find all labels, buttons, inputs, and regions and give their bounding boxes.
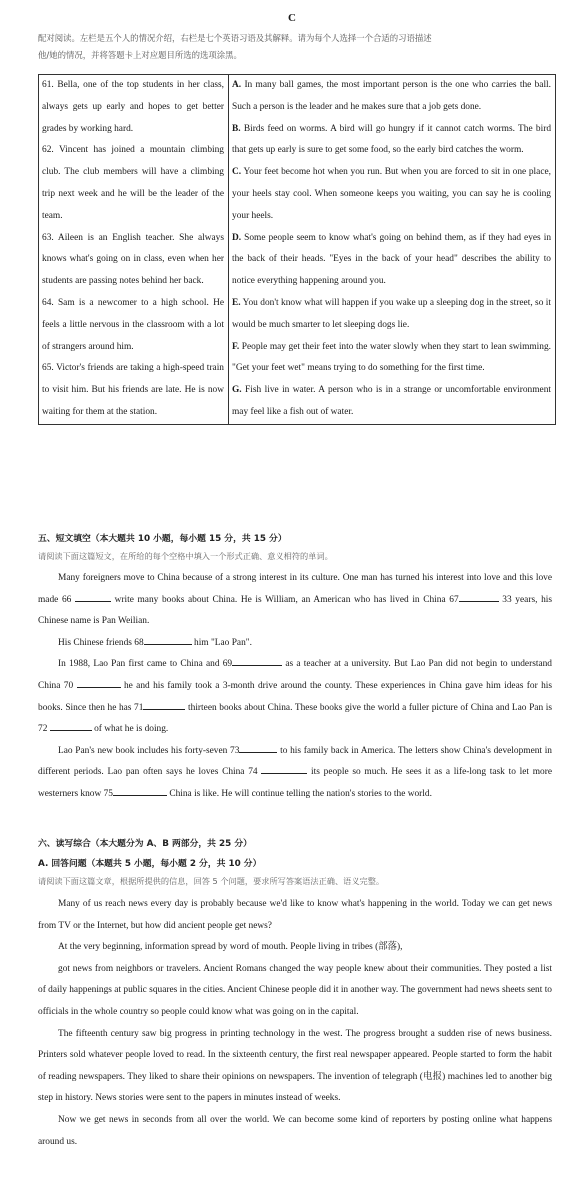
text-run: him "Lao Pan". [194, 637, 252, 648]
exam-page [0, 0, 584, 64]
section-letter: C [288, 12, 296, 24]
idiom-f [229, 337, 555, 381]
answer-blank-72[interactable] [50, 721, 92, 731]
option-text: Your feet become hot when you run. But when you are forced to sit in one place, your heels stay cool. When someone keeps you waiting, you can say he is cooling your heels. [232, 167, 551, 221]
person-63: 63. Aileen is an English teacher. She always knows what's going on in class, even when her students are passing notes behind her back. [42, 232, 224, 287]
option-text: Fish live in water. A person who is in a strange or uncomfortable environment may feel like a fish out of water. [232, 385, 551, 417]
section6-subtitle: A. 回答问题（本题共 5 小题，每小题 2 分，共 10 分） [38, 859, 262, 869]
person-64: 64. Sam is a newcomer to a high school. He feels a little nervous in the classroom with a lot of strangers around him. [42, 297, 224, 352]
section5-note: 请阅读下面这篇短文，在所给的每个空格中填入一个形式正确、意义相符的单词。 [38, 551, 333, 561]
instruction-line-2: 他/她的情况，并将答题卡上对应题目所选的选项涂黑。 [38, 50, 242, 60]
text-run: he and his family took a 3-month drive around the county. These experiences in China gave him ideas for his books. Since then he has 71 [38, 680, 553, 713]
answer-blank-69[interactable] [232, 656, 282, 666]
idiom-b [229, 119, 555, 163]
cloze-paragraph-3 [38, 654, 552, 740]
person-62: 62. Vincent has joined a mountain climbing club. The club members will have a climbing trip next week and he will be the leader of the team. [42, 145, 224, 221]
text-run: to his family back in America. The letters show China's development in different periods. Lao pan often says he loves China 74 [38, 745, 552, 778]
text-run: write many books about China. He is William, an American who has lived in China 67 [114, 594, 459, 605]
person-61: 61. Bella, one of the top students in her class, always gets up early and hopes to get better grades by working hard. [42, 80, 224, 134]
option-label: D. [232, 232, 242, 243]
idioms-column [229, 75, 555, 424]
option-label: A. [232, 80, 242, 90]
idiom-g [229, 380, 555, 424]
cloze-paragraph-2 [38, 633, 552, 655]
idiom-c [229, 162, 555, 227]
answer-blank-66[interactable] [75, 592, 111, 602]
cloze-paragraph-4 [38, 741, 552, 806]
option-label: E. [232, 297, 241, 308]
instruction-line-1: 配对阅读。左栏是五个人的情况介绍，右栏是七个英语习语及其解释。请为每个人选择一个合适的习语描述 [38, 33, 432, 43]
answer-blank-73[interactable] [239, 743, 277, 753]
section6-note: 请阅读下面这篇文章，根据所提供的信息，回答 5 个问题，要求所写答案语法正确、语义完整。 [38, 876, 385, 886]
option-text: Some people seem to know what's going on behind them, as if they had eyes in the back of their heads. "Eyes in the back of your head" describes the ability to notice everything happening around you. [232, 232, 552, 287]
option-text: Birds feed on worms. A bird will go hungry if it cannot catch worms. The bird that gets up early is sure to get some food, so the early bird catches the worm. [232, 123, 552, 156]
text-run: of what he is doing. [94, 724, 169, 735]
text-run: His Chinese friends 68 [58, 637, 144, 648]
idiom-e [229, 293, 555, 337]
reading-paragraph-2: At the very beginning, information spread by word of mouth. People living in tribes (部落), [58, 942, 403, 953]
reading-paragraph-3: got news from neighbors or travelers. Ancient Romans changed the way people knew about their communities. They posted a list of daily happenings at public squares in the cities. Ancient Chinese people did it in another way. The government had news sheets sent to officials in the whole country so people could know what was going on in the capital. [38, 963, 552, 1017]
text-run: China is like. He will continue telling the nation's stories to the world. [169, 788, 432, 799]
answer-blank-67[interactable] [459, 592, 499, 602]
text-run: Many foreigners move to China because of a strong interest in its culture. One man has turned his interest into love and this love made 66 [38, 573, 552, 605]
text-run: as a teacher at a university. But Lao Pan did not begin to understand China 70 [38, 659, 552, 691]
answer-blank-75[interactable] [113, 786, 167, 796]
text-run: its people so much. He sees it as a life-long task to let more westerners know 75 [38, 767, 552, 799]
text-run: thirteen books about China. These books give the world a fuller picture of China and Lao Pan is 72 [38, 702, 552, 735]
option-label: F. [232, 341, 240, 352]
reading-paragraph-4: The fifteenth century saw big progress in printing technology in the west. The progress brought a sudden rise of news business. Printers sold whatever people loved to read. In the sixteenth century, the first real newspaper appeared. People started to form the habit of reading newspapers. They liked to share their opinions on newspapers. The invention of telegraph (电报) machines led to another big step in history. News stories were sent to the papers in minutes instead of weeks. [38, 1028, 552, 1104]
option-text: People may get their feet into the water slowly when they start to lean swimming. "Get your feet wet" means trying to do something for the first time. [232, 341, 552, 374]
reading-paragraph-1: Many of us reach news every day is probably because we'd like to know what's happening in the world. Today we can get news from TV or the Internet, but how did ancient people get news? [38, 899, 552, 931]
text-run: In 1988, Lao Pan first came to China and 69 [58, 659, 233, 670]
reading-paragraph-5: Now we get news in seconds from all over the world. We can become some kind of reporters by posting online what happens around us. [38, 1114, 552, 1147]
cloze-passage [38, 568, 552, 806]
text-run: 33 years, his Chinese name is Pan Weilian. [38, 594, 553, 627]
matching-instructions [0, 30, 584, 64]
answer-blank-68[interactable] [144, 635, 192, 645]
section5-title: 五、短文填空（本大题共 10 小题，每小题 15 分，共 15 分） [38, 534, 287, 544]
option-text: You don't know what will happen if you wake up a sleeping dog in the street, so it would be much smarter to let sleeping dogs lie. [232, 297, 551, 330]
reading-passage [38, 894, 552, 1153]
option-label: B. [232, 123, 241, 134]
text-run: Lao Pan's new book includes his forty-seven 73 [58, 745, 240, 756]
matching-table [38, 74, 556, 425]
option-label: G. [232, 385, 242, 396]
answer-blank-70[interactable] [77, 678, 121, 688]
section6-title: 六、读写综合（本大题分为 A、B 两部分，共 25 分） [38, 839, 252, 849]
cloze-paragraph-1 [38, 568, 552, 633]
option-text: In many ball games, the most important person is the one who carries the ball. Such a person is the leader and he makes sure that a job gets done. [232, 80, 551, 112]
answer-blank-71[interactable] [143, 700, 185, 710]
people-column [39, 75, 229, 424]
person-65: 65. Victor's friends are taking a high-speed train to visit him. But his friends are late. He is now waiting for them at the station. [42, 363, 224, 417]
idiom-a [229, 75, 555, 119]
answer-blank-74[interactable] [261, 764, 307, 774]
option-label: C. [232, 167, 242, 178]
idiom-d [229, 228, 555, 293]
